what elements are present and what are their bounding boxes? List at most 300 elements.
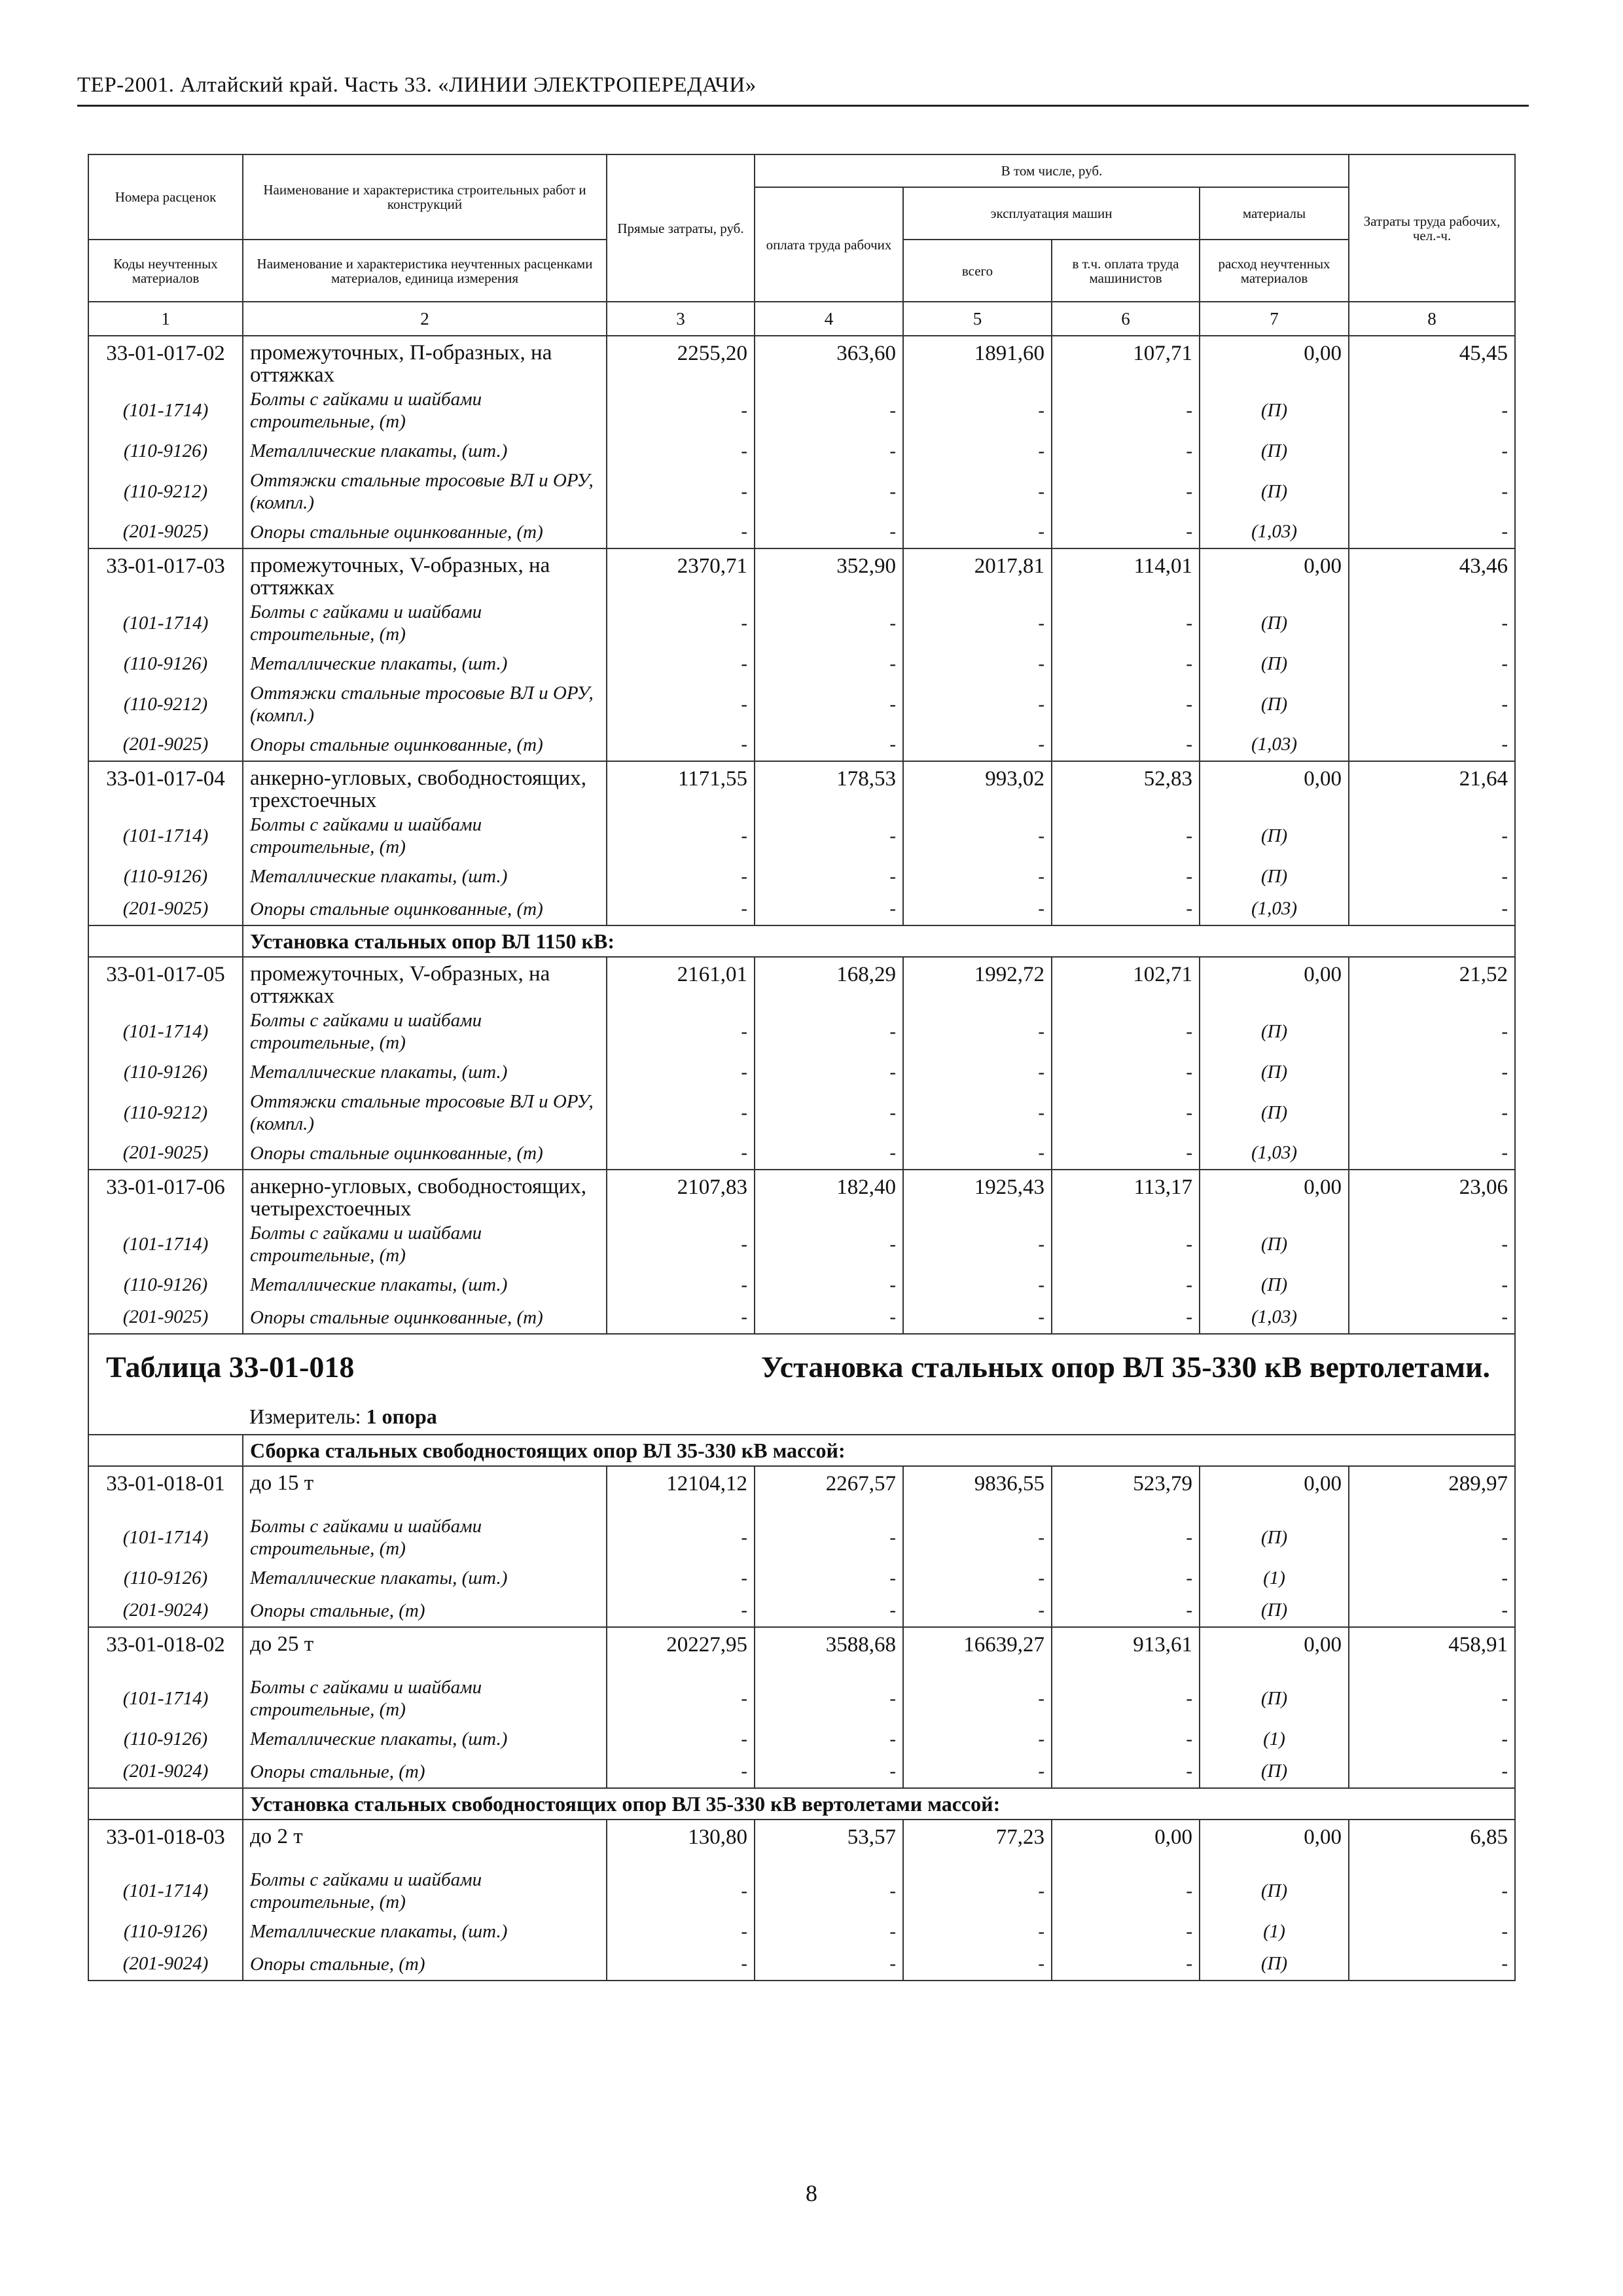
material-usage: (П) [1200,1220,1349,1268]
material-usage: (П) [1200,1088,1349,1137]
rate-row [88,336,1515,386]
material-dash: - [903,1867,1052,1915]
rate-description: промежуточных, П-образных, на оттяжках [243,336,607,386]
rate-code: 33-01-017-06 [88,1170,243,1220]
material-dash: - [903,599,1052,647]
material-description: Болты с гайками и шайбами строительные, (т) [243,1674,607,1723]
col-number: 7 [1200,302,1349,336]
header-rule [77,105,1529,107]
rate-value: 2017,81 [903,548,1052,599]
meter-label: Измеритель: [249,1405,361,1428]
material-dash: - [755,1755,903,1788]
material-dash: - [1349,1088,1515,1137]
material-dash: - [1052,1948,1200,1981]
material-dash: - [903,1674,1052,1723]
material-dash: - [755,467,903,516]
material-dash: - [1052,1513,1200,1562]
rate-value: 2255,20 [607,336,755,386]
material-dash: - [755,680,903,728]
material-dash: - [903,1137,1052,1170]
rate-value: 0,00 [1200,1627,1349,1674]
col-number: 8 [1349,302,1515,336]
material-dash: - [607,1137,755,1170]
rate-value: 178,53 [755,761,903,812]
material-row [88,893,1515,925]
material-description: Опоры стальные оцинкованные, (т) [243,516,607,548]
material-dash: - [1052,812,1200,860]
material-dash: - [903,386,1052,435]
material-row [88,647,1515,680]
material-description: Металлические плакаты, (шт.) [243,1562,607,1594]
rate-value: 0,00 [1200,336,1349,386]
material-dash: - [1349,1594,1515,1627]
col-direct-costs: Прямые затраты, руб. [607,154,755,302]
material-code: (101-1714) [88,599,243,647]
material-dash: - [1349,728,1515,761]
material-dash: - [903,1948,1052,1981]
rate-value: 52,83 [1052,761,1200,812]
material-dash: - [607,680,755,728]
material-code: (101-1714) [88,1220,243,1268]
material-dash: - [1052,1220,1200,1268]
col-number: 6 [1052,302,1200,336]
rate-value: 0,00 [1052,1820,1200,1867]
material-description: Металлические плакаты, (шт.) [243,1915,607,1948]
material-dash: - [755,893,903,925]
material-dash: - [903,435,1052,467]
material-dash: - [755,599,903,647]
rates-body [88,336,1515,1981]
material-description: Оттяжки стальные тросовые ВЛ и ОРУ, (компл.) [243,1088,607,1137]
material-dash: - [903,1915,1052,1948]
material-description: Металлические плакаты, (шт.) [243,647,607,680]
rate-row [88,1627,1515,1674]
material-dash: - [1052,680,1200,728]
col-including: В том числе, руб. [755,154,1349,187]
material-dash: - [607,728,755,761]
meter [243,1399,1515,1435]
material-dash: - [1349,1867,1515,1915]
material-usage: (П) [1200,599,1349,647]
material-code: (201-9025) [88,1137,243,1170]
material-dash: - [1052,728,1200,761]
material-code: (201-9025) [88,516,243,548]
material-code: (101-1714) [88,1513,243,1562]
rate-value: 12104,12 [607,1466,755,1513]
material-code: (101-1714) [88,1674,243,1723]
material-dash: - [903,1723,1052,1755]
material-usage: (П) [1200,1867,1349,1915]
material-dash: - [903,860,1052,893]
material-dash: - [607,1513,755,1562]
material-dash: - [903,1562,1052,1594]
material-dash: - [607,1867,755,1915]
material-dash: - [755,647,903,680]
material-dash: - [755,1220,903,1268]
rate-value: 0,00 [1200,1820,1349,1867]
material-dash: - [903,812,1052,860]
rate-value: 289,97 [1349,1466,1515,1513]
material-dash: - [755,1007,903,1056]
material-row [88,1220,1515,1268]
meter-row [88,1399,1515,1435]
rates-table [88,154,1516,1981]
rate-value: 16639,27 [903,1627,1052,1674]
material-description: Опоры стальные, (т) [243,1948,607,1981]
material-dash: - [903,1220,1052,1268]
rate-value: 77,23 [903,1820,1052,1867]
rate-code: 33-01-018-01 [88,1466,243,1513]
material-dash: - [607,516,755,548]
material-row [88,386,1515,435]
material-dash: - [1349,599,1515,647]
material-dash: - [1349,812,1515,860]
section-row [88,925,1515,957]
material-code: (110-9126) [88,1723,243,1755]
material-dash: - [755,1301,903,1334]
material-dash: - [1052,1562,1200,1594]
col-total: всего [903,240,1052,302]
material-dash: - [755,1088,903,1137]
material-row [88,599,1515,647]
material-row [88,1723,1515,1755]
material-dash: - [903,680,1052,728]
material-dash: - [607,1056,755,1088]
col-number: 2 [243,302,607,336]
material-row [88,1513,1515,1562]
section-spacer [88,1435,243,1466]
material-dash: - [755,516,903,548]
material-dash: - [1052,599,1200,647]
material-dash: - [607,647,755,680]
material-dash: - [1349,1755,1515,1788]
material-code: (101-1714) [88,1867,243,1915]
material-usage: (П) [1200,860,1349,893]
material-dash: - [1052,647,1200,680]
material-dash: - [607,1562,755,1594]
section-title: Установка стальных свободностоящих опор ВЛ 35-330 кВ вертолетами массой: [243,1788,1515,1820]
material-dash: - [607,1594,755,1627]
material-code: (110-9126) [88,1056,243,1088]
material-row [88,516,1515,548]
material-description: Опоры стальные оцинкованные, (т) [243,1137,607,1170]
material-row [88,812,1515,860]
rate-code: 33-01-018-03 [88,1820,243,1867]
material-code: (110-9212) [88,680,243,728]
material-dash: - [1349,1007,1515,1056]
material-usage: (П) [1200,1268,1349,1301]
material-dash: - [903,516,1052,548]
material-dash: - [1052,1723,1200,1755]
material-dash: - [755,1562,903,1594]
material-description: Болты с гайками и шайбами строительные, (т) [243,1513,607,1562]
material-usage: (П) [1200,1056,1349,1088]
material-usage: (1,03) [1200,1137,1349,1170]
rate-code: 33-01-018-02 [88,1627,243,1674]
material-dash: - [1052,1594,1200,1627]
rate-description: промежуточных, V-образных, на оттяжках [243,548,607,599]
material-code: (110-9126) [88,1562,243,1594]
material-description: Опоры стальные оцинкованные, (т) [243,1301,607,1334]
rate-value: 363,60 [755,336,903,386]
material-usage: (П) [1200,1594,1349,1627]
material-dash: - [607,599,755,647]
material-description: Опоры стальные, (т) [243,1594,607,1627]
rate-description: анкерно-угловых, свободностоящих, четырехстоечных [243,1170,607,1220]
material-dash: - [607,467,755,516]
rate-description: до 2 т [243,1820,607,1867]
section-title: Установка стальных опор ВЛ 1150 кВ: [243,925,1515,957]
col-number: 1 [88,302,243,336]
material-description: Болты с гайками и шайбами строительные, (т) [243,386,607,435]
meter-spacer [88,1399,243,1435]
material-dash: - [607,1755,755,1788]
material-dash: - [755,1594,903,1627]
section-spacer [88,1788,243,1820]
rate-value: 45,45 [1349,336,1515,386]
rate-value: 168,29 [755,957,903,1007]
section-row [88,1435,1515,1466]
col-number: 5 [903,302,1052,336]
rate-row [88,1170,1515,1220]
material-dash: - [1052,1915,1200,1948]
material-dash: - [1052,1056,1200,1088]
material-description: Болты с гайками и шайбами строительные, (т) [243,1867,607,1915]
material-dash: - [903,1513,1052,1562]
material-dash: - [1349,1674,1515,1723]
material-dash: - [1052,860,1200,893]
material-description: Металлические плакаты, (шт.) [243,435,607,467]
material-usage: (П) [1200,647,1349,680]
rate-value: 43,46 [1349,548,1515,599]
rate-value: 1925,43 [903,1170,1052,1220]
material-description: Опоры стальные оцинкованные, (т) [243,893,607,925]
rate-value: 0,00 [1200,548,1349,599]
material-usage: (П) [1200,1513,1349,1562]
material-dash: - [607,1674,755,1723]
material-description: Опоры стальные оцинкованные, (т) [243,728,607,761]
rate-row [88,957,1515,1007]
material-dash: - [1052,1268,1200,1301]
material-dash: - [607,1220,755,1268]
material-dash: - [903,647,1052,680]
rate-value: 458,91 [1349,1627,1515,1674]
col-work-name: Наименование и характеристика строительных работ и конструкций [243,154,607,240]
material-description: Металлические плакаты, (шт.) [243,1268,607,1301]
rate-value: 0,00 [1200,957,1349,1007]
material-dash: - [903,1755,1052,1788]
material-code: (201-9025) [88,1301,243,1334]
material-dash: - [607,1915,755,1948]
table-title-row [88,1334,1515,1399]
rate-value: 2370,71 [607,548,755,599]
rate-value: 1171,55 [607,761,755,812]
table-title: Установка стальных опор ВЛ 35-330 кВ вертолетами. [755,1334,1515,1399]
material-description: Опоры стальные, (т) [243,1755,607,1788]
section-spacer [88,925,243,957]
material-dash: - [1349,516,1515,548]
rate-description: анкерно-угловых, свободностоящих, трехстоечных [243,761,607,812]
rate-description: до 15 т [243,1466,607,1513]
material-dash: - [1349,1301,1515,1334]
material-usage: (П) [1200,1948,1349,1981]
material-dash: - [903,728,1052,761]
material-dash: - [755,435,903,467]
col-unaccounted-name: Наименование и характеристика неучтенных расценками материалов, единица измерения [243,240,607,302]
material-dash: - [755,1948,903,1981]
material-code: (201-9024) [88,1948,243,1981]
rate-row [88,548,1515,599]
material-usage: (1) [1200,1562,1349,1594]
material-dash: - [1349,1915,1515,1948]
material-usage: (П) [1200,435,1349,467]
material-dash: - [607,435,755,467]
material-dash: - [1349,1056,1515,1088]
page-number: 8 [806,2180,817,2206]
rate-value: 107,71 [1052,336,1200,386]
material-dash: - [607,1268,755,1301]
rate-value: 3588,68 [755,1627,903,1674]
material-dash: - [607,860,755,893]
material-dash: - [607,1301,755,1334]
material-usage: (П) [1200,386,1349,435]
rate-value: 23,06 [1349,1170,1515,1220]
material-dash: - [1349,386,1515,435]
material-dash: - [1052,435,1200,467]
material-dash: - [607,893,755,925]
material-usage: (1) [1200,1723,1349,1755]
material-row [88,1562,1515,1594]
material-usage: (1,03) [1200,893,1349,925]
material-dash: - [1349,647,1515,680]
col-machine-operation: эксплуатация машин [903,187,1200,240]
rate-value: 352,90 [755,548,903,599]
rate-row [88,761,1515,812]
material-dash: - [755,812,903,860]
material-row [88,860,1515,893]
rate-value: 0,00 [1200,1466,1349,1513]
material-dash: - [1052,1301,1200,1334]
rate-code: 33-01-017-04 [88,761,243,812]
material-row [88,1915,1515,1948]
material-dash: - [1349,1137,1515,1170]
material-usage: (П) [1200,680,1349,728]
material-dash: - [607,1007,755,1056]
material-dash: - [607,386,755,435]
material-code: (201-9025) [88,893,243,925]
material-dash: - [755,1674,903,1723]
material-code: (110-9126) [88,860,243,893]
material-dash: - [607,1088,755,1137]
rate-value: 0,00 [1200,761,1349,812]
rate-value: 21,64 [1349,761,1515,812]
rate-row [88,1466,1515,1513]
material-dash: - [903,1594,1052,1627]
rate-description: промежуточных, V-образных, на оттяжках [243,957,607,1007]
material-dash: - [903,1056,1052,1088]
material-dash: - [903,1268,1052,1301]
rate-value: 2267,57 [755,1466,903,1513]
material-dash: - [1349,1948,1515,1981]
material-dash: - [903,467,1052,516]
rate-value: 2107,83 [607,1170,755,1220]
material-row [88,1301,1515,1334]
material-dash: - [903,893,1052,925]
rate-value: 523,79 [1052,1466,1200,1513]
material-dash: - [1052,1088,1200,1137]
rate-value: 6,85 [1349,1820,1515,1867]
col-labor-pay: оплата труда рабочих [755,187,903,302]
material-row [88,1056,1515,1088]
rate-code: 33-01-017-03 [88,548,243,599]
rate-value: 113,17 [1052,1170,1200,1220]
material-description: Оттяжки стальные тросовые ВЛ и ОРУ, (компл.) [243,467,607,516]
material-description: Металлические плакаты, (шт.) [243,860,607,893]
material-description: Болты с гайками и шайбами строительные, (т) [243,1007,607,1056]
material-row [88,1088,1515,1137]
material-dash: - [755,860,903,893]
rate-value: 0,00 [1200,1170,1349,1220]
material-usage: (1,03) [1200,516,1349,548]
material-code: (101-1714) [88,1007,243,1056]
rate-value: 1992,72 [903,957,1052,1007]
material-dash: - [755,1915,903,1948]
material-description: Металлические плакаты, (шт.) [243,1723,607,1755]
rate-row [88,1820,1515,1867]
material-usage: (П) [1200,1007,1349,1056]
material-row [88,1137,1515,1170]
material-dash: - [1349,1220,1515,1268]
material-row [88,1268,1515,1301]
rate-value: 53,57 [755,1820,903,1867]
rate-value: 102,71 [1052,957,1200,1007]
rate-value: 130,80 [607,1820,755,1867]
rate-value: 993,02 [903,761,1052,812]
material-dash: - [755,728,903,761]
col-incl-machinist-pay: в т.ч. оплата труда машинистов [1052,240,1200,302]
material-dash: - [607,812,755,860]
rate-description: до 25 т [243,1627,607,1674]
material-dash: - [1052,1755,1200,1788]
material-code: (110-9126) [88,1268,243,1301]
material-dash: - [1349,860,1515,893]
material-dash: - [1349,893,1515,925]
material-row [88,1867,1515,1915]
material-dash: - [1349,435,1515,467]
material-dash: - [903,1301,1052,1334]
material-dash: - [755,1137,903,1170]
material-row [88,435,1515,467]
section-title: Сборка стальных свободностоящих опор ВЛ 35-330 кВ массой: [243,1435,1515,1466]
col-labor-costs: Затраты труда рабочих, чел.-ч. [1349,154,1515,302]
material-dash: - [1349,467,1515,516]
material-dash: - [1052,1674,1200,1723]
material-dash: - [1052,1007,1200,1056]
material-row [88,467,1515,516]
material-code: (101-1714) [88,812,243,860]
rate-code: 33-01-017-05 [88,957,243,1007]
material-dash: - [755,386,903,435]
material-row [88,1007,1515,1056]
col-rate-numbers: Номера расценок [88,154,243,240]
material-usage: (П) [1200,1755,1349,1788]
material-usage: (П) [1200,812,1349,860]
material-dash: - [755,1867,903,1915]
material-dash: - [1052,1137,1200,1170]
material-code: (201-9025) [88,728,243,761]
section-row [88,1788,1515,1820]
col-number: 4 [755,302,903,336]
